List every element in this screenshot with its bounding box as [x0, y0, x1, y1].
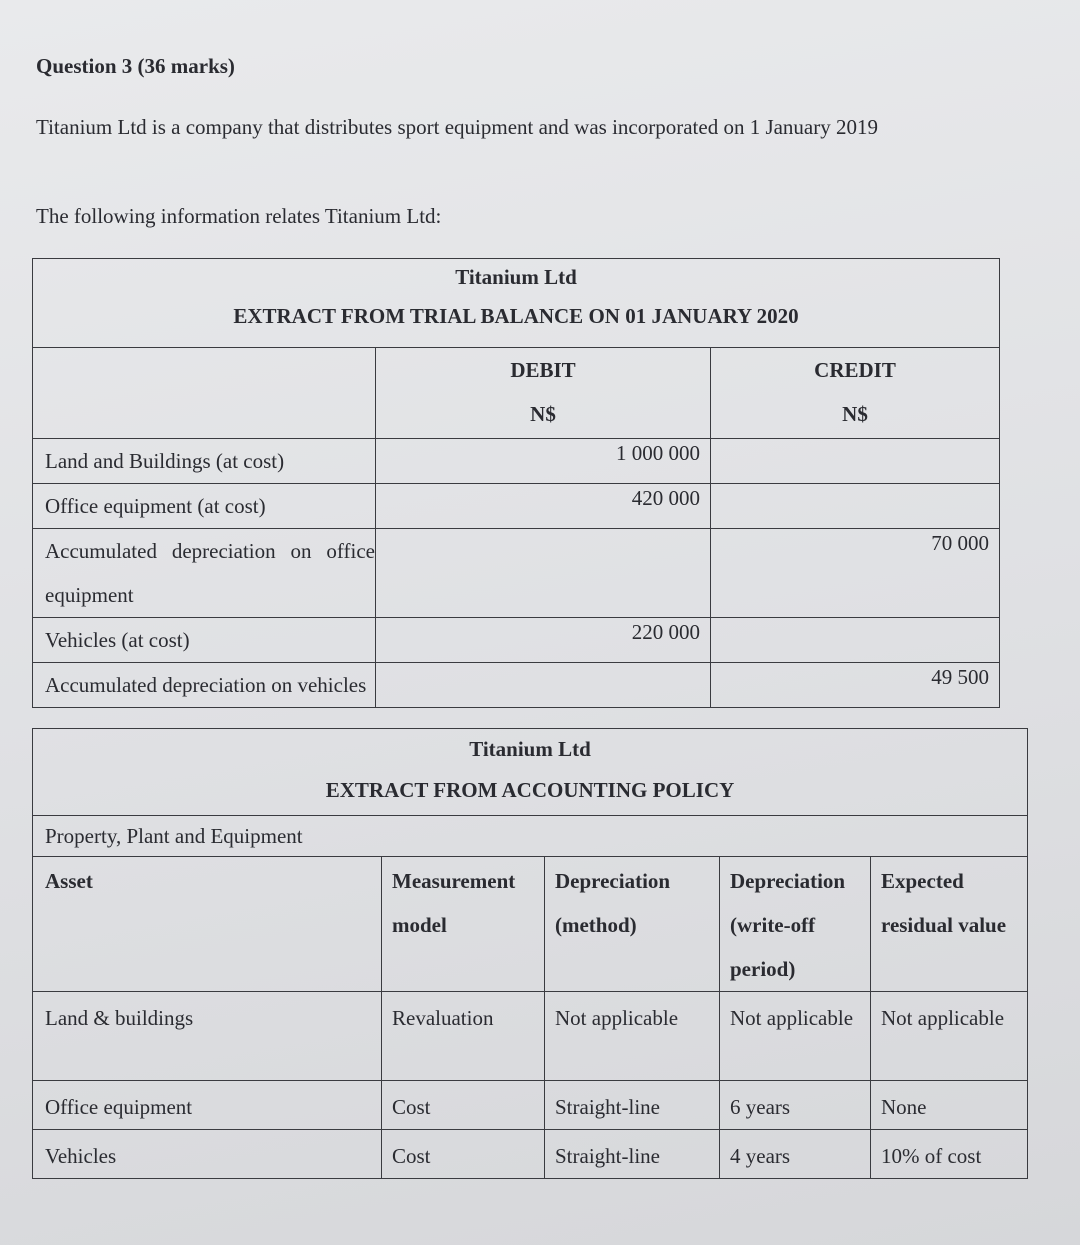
row-label: Land and Buildings (at cost) — [33, 439, 376, 484]
table-row — [33, 439, 1000, 484]
policy-method: Straight-line — [545, 1130, 720, 1179]
row-credit — [711, 439, 1000, 484]
table-row — [33, 618, 1000, 663]
policy-residual: None — [871, 1081, 1028, 1130]
question-intro: Titanium Ltd is a company that distributes sport equipment and was incorporated on 1 January 2019 — [36, 115, 878, 139]
accounting-policy-company: Titanium Ltd — [469, 737, 591, 761]
credit-currency: N$ — [842, 402, 868, 426]
policy-period: 6 years — [720, 1081, 871, 1130]
policy-measurement: Cost — [382, 1081, 545, 1130]
row-debit — [376, 663, 711, 708]
accounting-policy-header — [33, 729, 1028, 816]
row-label: Accumulated depreciation on office equipment — [33, 529, 376, 618]
row-debit: 220 000 — [376, 618, 711, 663]
debit-column-header — [376, 348, 711, 439]
info-line: The following information relates Titanium Ltd: — [36, 204, 442, 228]
header-measurement: Measurement model — [382, 857, 545, 992]
header-period: Depreciation (write-off period) — [720, 857, 871, 992]
policy-period: 4 years — [720, 1130, 871, 1179]
row-debit: 1 000 000 — [376, 439, 711, 484]
policy-residual: Not applicable — [871, 992, 1028, 1081]
credit-column-header — [711, 348, 1000, 439]
row-credit — [711, 484, 1000, 529]
row-debit: 420 000 — [376, 484, 711, 529]
policy-asset: Office equipment — [33, 1081, 382, 1130]
trial-balance-header — [33, 259, 1000, 348]
row-debit — [376, 529, 711, 618]
table-row — [33, 663, 1000, 708]
row-credit: 70 000 — [711, 529, 1000, 618]
policy-measurement: Revaluation — [382, 992, 545, 1081]
credit-label: CREDIT — [814, 358, 896, 382]
header-method: Depreciation (method) — [545, 857, 720, 992]
row-label: Accumulated depreciation on vehicles — [33, 663, 376, 708]
table-row — [33, 529, 1000, 618]
row-label: Vehicles (at cost) — [33, 618, 376, 663]
row-label: Office equipment (at cost) — [33, 484, 376, 529]
policy-asset: Vehicles — [33, 1130, 382, 1179]
policy-method: Not applicable — [545, 992, 720, 1081]
policy-period: Not applicable — [720, 992, 871, 1081]
row-credit — [711, 618, 1000, 663]
header-residual: Expected residual value — [871, 857, 1028, 992]
accounting-policy-table — [32, 728, 1028, 1179]
trial-balance-table — [32, 258, 1000, 708]
header-asset: Asset — [33, 857, 382, 992]
table-row — [33, 992, 1028, 1081]
trial-balance-title: EXTRACT FROM TRIAL BALANCE ON 01 JANUARY 2020 — [233, 304, 799, 328]
accounting-policy-title: EXTRACT FROM ACCOUNTING POLICY — [325, 778, 735, 802]
table-row — [33, 1081, 1028, 1130]
policy-asset: Land & buildings — [33, 992, 382, 1081]
trial-balance-company: Titanium Ltd — [455, 265, 577, 289]
debit-label: DEBIT — [510, 358, 576, 382]
policy-method: Straight-line — [545, 1081, 720, 1130]
blank-corner — [33, 348, 376, 439]
policy-residual: 10% of cost — [871, 1130, 1028, 1179]
policy-measurement: Cost — [382, 1130, 545, 1179]
accounting-policy-subtitle: Property, Plant and Equipment — [33, 816, 1028, 857]
table-row — [33, 484, 1000, 529]
question-title: Question 3 (36 marks) — [36, 54, 235, 78]
debit-currency: N$ — [530, 402, 556, 426]
row-credit: 49 500 — [711, 663, 1000, 708]
table-row — [33, 1130, 1028, 1179]
